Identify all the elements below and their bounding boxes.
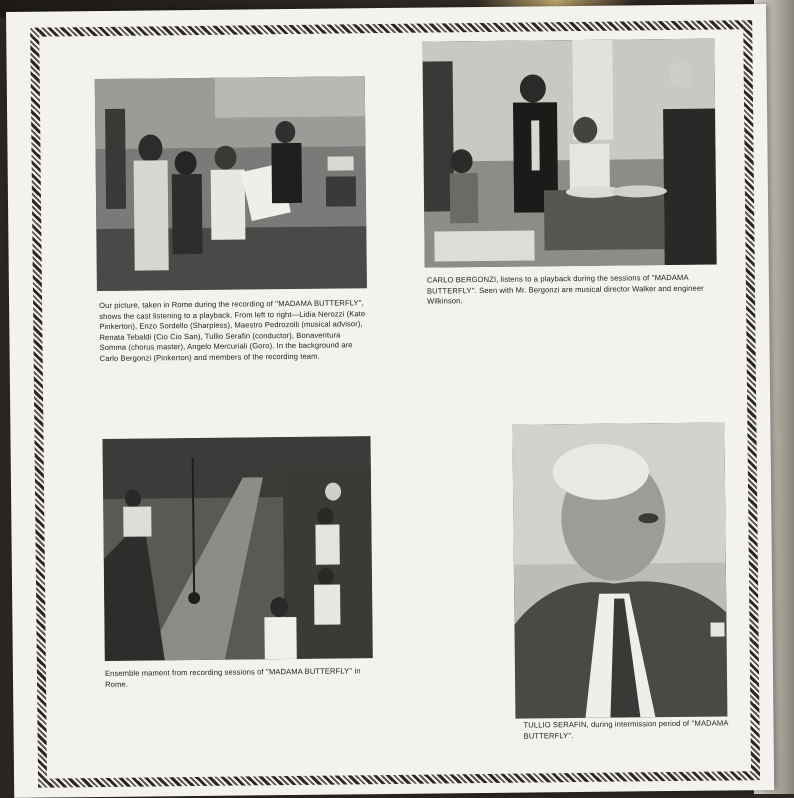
caption-bergonzi-playback: CARLO BERGONZI, listens to a playback during the sessions of ''MADAMA BUTTERFLY''. Seen with Mr. Bergonzi are musical director Walker and engineer Wilkinson. <box>426 272 704 306</box>
photo-serafin-portrait <box>512 422 727 718</box>
booklet-page <box>6 4 774 798</box>
photo-ensemble-session <box>102 436 372 661</box>
photo-bergonzi-playback <box>422 39 716 268</box>
caption-ensemble-session: Ensemble mament from recording sessions of ''MADAMA BUTTERFLY'' in Rome. <box>104 666 361 689</box>
photo-cast-playback <box>95 76 367 291</box>
caption-serafin-portrait: TULLIO SERAFIN, during intermission period of ''MADAMA BUTTERFLY''. <box>523 718 729 741</box>
caption-cast-playback: Our picture, taken in Rome during the recording of ''MADAMA BUTTERFLY'', shows the cast listening to a playback. From left to right—Lidia Nerozzi (Kate Pinkerton), Enzo Sordello (Sharpless), Maestro Pedrozolli (musical advisor), Renata Tebaldi (Cio Cio San), Tullio Serafin (conductor), Bonaventura Somma (chorus master), Angelo Mercuriali (Goro). In the background are Carlo Bergonzi (Pinkerton) and members of the recording team. <box>99 298 366 363</box>
